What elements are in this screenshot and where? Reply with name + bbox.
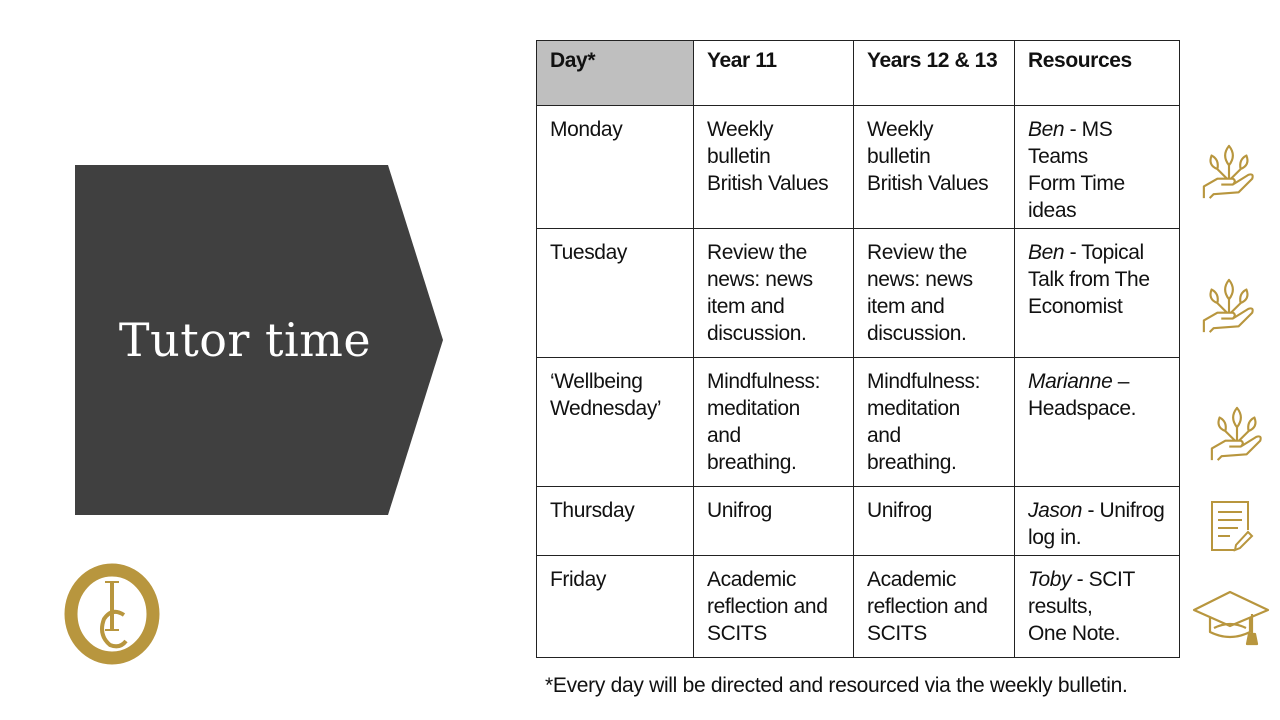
resource-text: - Topical Talk from The Economist (1028, 241, 1150, 318)
years-12-13-cell: Weekly bulletin British Values (854, 106, 1015, 229)
hand-plant-icon (1200, 276, 1258, 334)
table-row (537, 106, 1180, 229)
years-12-13-cell: Academic reflection and SCITS (854, 556, 1015, 658)
year-11-cell: Mindfulness: meditation and breathing. (694, 358, 854, 487)
school-logo (64, 563, 160, 665)
resource-owner: Toby (1028, 568, 1072, 591)
year-11-cell: Unifrog (694, 487, 854, 556)
years-12-13-cell: Unifrog (854, 487, 1015, 556)
resource-text: - Unifrog log in. (1028, 499, 1165, 549)
slide-title: Tutor time (118, 313, 372, 367)
resources-cell (1015, 229, 1180, 358)
resource-owner: Marianne (1028, 370, 1113, 393)
years-12-13-cell: Mindfulness: meditation and breathing. (854, 358, 1015, 487)
resource-owner: Ben (1028, 118, 1065, 141)
day-cell: ‘Wellbeing Wednesday’ (537, 358, 694, 487)
header-years-12-13: Years 12 & 13 (854, 41, 1015, 106)
header-day: Day* (537, 41, 694, 106)
hand-plant-icon (1208, 404, 1266, 462)
year-11-cell: Review the news: news item and discussion. (694, 229, 854, 358)
header-resources: Resources (1015, 41, 1180, 106)
resources-cell (1015, 358, 1180, 487)
year-11-cell: Academic reflection and SCITS (694, 556, 854, 658)
table-header-row (537, 41, 1180, 106)
graduation-cap-icon (1192, 588, 1270, 646)
resource-text: – Headspace. (1028, 370, 1137, 420)
table-row (537, 556, 1180, 658)
resources-cell (1015, 556, 1180, 658)
day-cell: Thursday (537, 487, 694, 556)
hand-plant-icon (1200, 142, 1258, 200)
years-12-13-cell: Review the news: news item and discussion. (854, 229, 1015, 358)
resource-text: - MS Teams Form Time ideas (1028, 118, 1125, 222)
table-row (537, 229, 1180, 358)
resources-cell (1015, 106, 1180, 229)
table-row (537, 487, 1180, 556)
resources-cell (1015, 487, 1180, 556)
resource-owner: Ben (1028, 241, 1065, 264)
resource-text: - SCIT results, One Note. (1028, 568, 1135, 645)
footnote: *Every day will be directed and resourced via the weekly bulletin. (545, 674, 1128, 697)
title-banner (75, 165, 443, 515)
day-cell: Friday (537, 556, 694, 658)
document-edit-icon (1208, 500, 1254, 554)
resource-owner: Jason (1028, 499, 1083, 522)
header-year-11: Year 11 (694, 41, 854, 106)
tutor-schedule-table (536, 40, 1180, 658)
year-11-cell: Weekly bulletin British Values (694, 106, 854, 229)
day-cell: Monday (537, 106, 694, 229)
day-cell: Tuesday (537, 229, 694, 358)
table-row (537, 358, 1180, 487)
